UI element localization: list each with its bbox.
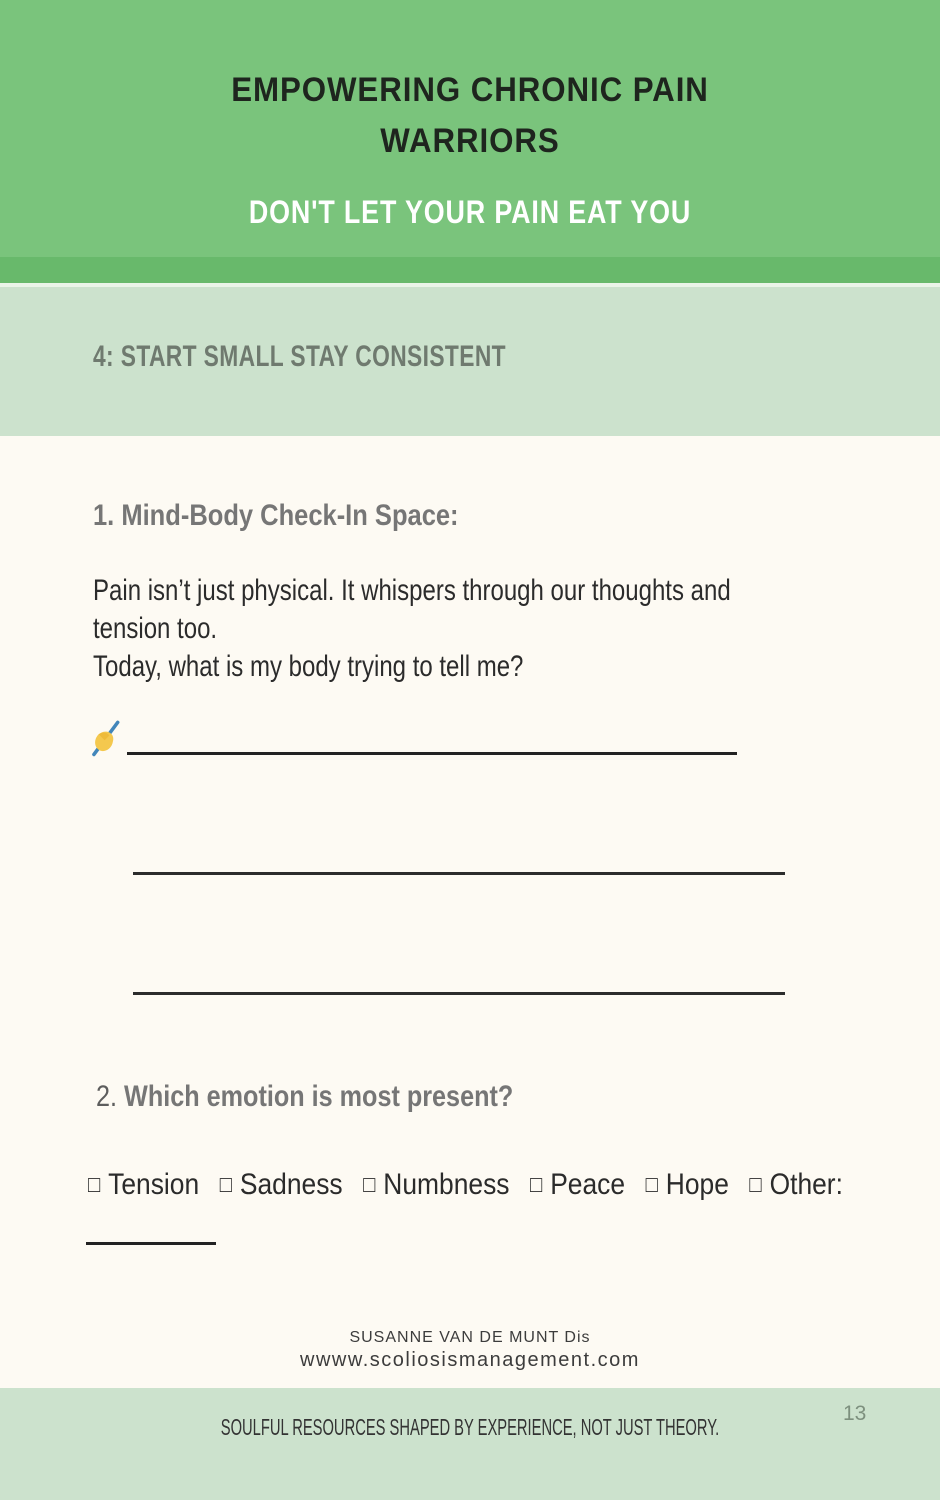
emotion-options-row (88, 1168, 856, 1202)
page-title-line-1: EMPOWERING CHRONIC PAIN (231, 71, 709, 109)
writing-hand-icon (88, 720, 126, 758)
website-url: wwww.scoliosismanagement.com (300, 1349, 640, 1371)
option-label: Sadness (239, 1168, 343, 1201)
paragraph-line: tension too. (93, 612, 218, 645)
question-2-number: 2. (96, 1080, 118, 1113)
section-banner-label: 4: START SMALL STAY CONSISTENT (93, 340, 506, 373)
page-title-line-2: WARRIORS (380, 122, 560, 160)
option-label: Other: (769, 1168, 843, 1201)
checkbox-icon[interactable]: □ (363, 1171, 376, 1197)
answer-line-2[interactable] (133, 872, 785, 875)
emotion-option-numbness[interactable] (363, 1168, 521, 1201)
option-label: Peace (550, 1168, 626, 1201)
answer-line-3[interactable] (133, 992, 785, 995)
footer-tagline: SOULFUL RESOURCES SHAPED BY EXPERIENCE, NOT JUST THEORY. (220, 1414, 720, 1440)
footer-band (0, 1388, 940, 1500)
option-label: Hope (665, 1168, 729, 1201)
checkbox-icon[interactable]: □ (749, 1171, 762, 1197)
other-answer-line[interactable] (86, 1242, 216, 1245)
answer-line-1[interactable] (127, 752, 737, 755)
question-2-text: Which emotion is most present? (124, 1080, 514, 1113)
emotion-option-peace[interactable] (530, 1168, 636, 1201)
page-subtitle: DON'T LET YOUR PAIN EAT YOU (248, 194, 692, 230)
page-number: 13 (843, 1402, 867, 1425)
emotion-option-tension[interactable] (88, 1168, 211, 1201)
question-2-heading (96, 1080, 513, 1114)
emotion-option-sadness[interactable] (220, 1168, 354, 1201)
emotion-option-hope[interactable] (646, 1168, 741, 1201)
paragraph-line: Pain isn’t just physical. It whispers through our thoughts and (93, 574, 731, 607)
checkbox-icon[interactable]: □ (645, 1171, 658, 1197)
header-strip (0, 257, 940, 283)
author-name: SUSANNE VAN DE MUNT Dis (349, 1329, 591, 1346)
question-1-heading: 1. Mind-Body Check-In Space: (93, 499, 459, 532)
checkbox-icon[interactable]: □ (530, 1171, 543, 1197)
checkbox-icon[interactable]: □ (88, 1171, 101, 1197)
checkbox-icon[interactable]: □ (219, 1171, 232, 1197)
paragraph-line: Today, what is my body trying to tell me? (93, 650, 524, 683)
option-label: Numbness (383, 1168, 510, 1201)
option-label: Tension (108, 1168, 200, 1201)
question-1-paragraph (93, 572, 731, 686)
emotion-option-other[interactable] (749, 1168, 854, 1201)
